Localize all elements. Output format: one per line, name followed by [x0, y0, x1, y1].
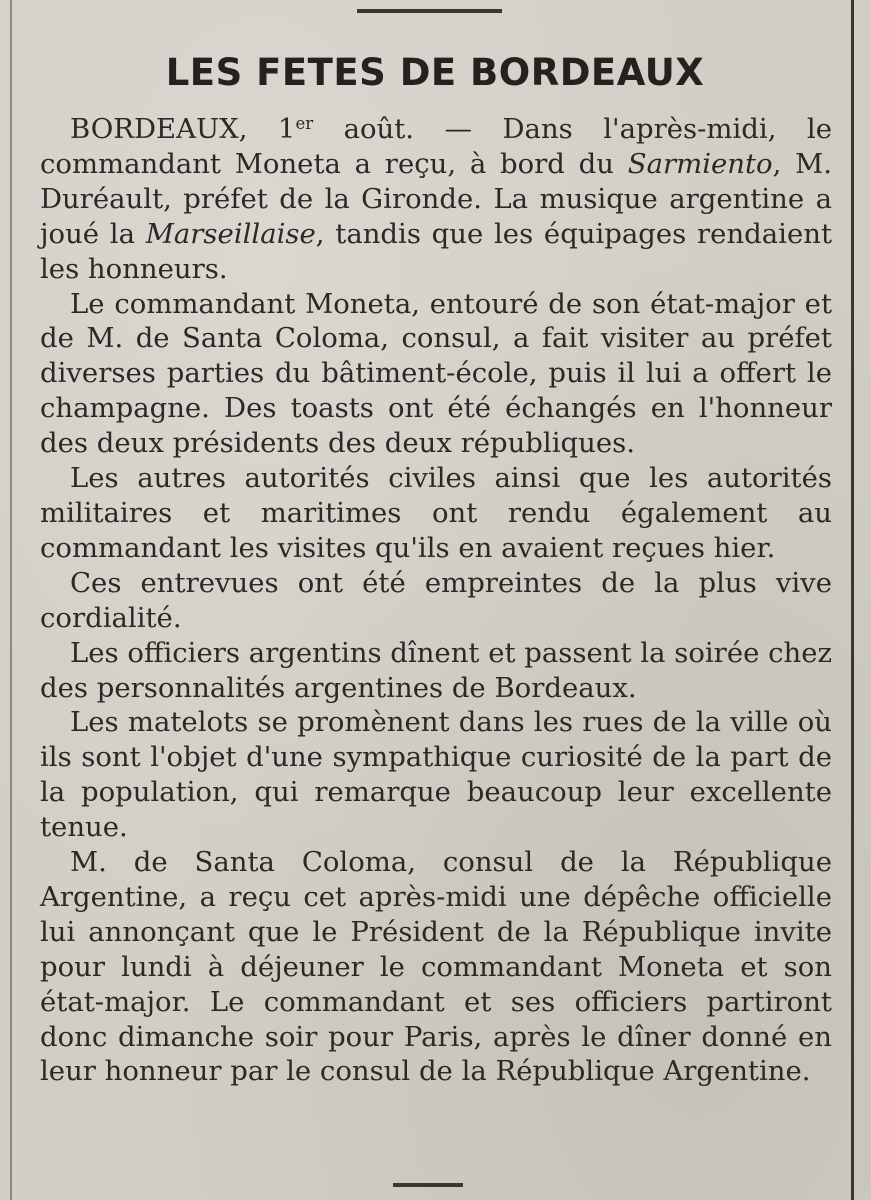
dateline-rest: août. — — [313, 113, 503, 145]
article-headline: LES FETES DE BORDEAUX — [165, 51, 705, 94]
paragraph-5: Les officiers argentins dînent et passent la soirée chez des personnalités argentines de Bordeaux. — [40, 636, 832, 704]
paragraph-1-text-b: , M. Duréault, préfet de la Gironde. La musique argentine a joué la — [40, 147, 832, 250]
paragraph-3: Les autres autorités civiles ainsi que les autorités militaires et maritimes ont rendu également au commandant les visites qu'ils en avaient reçues hier. — [40, 462, 832, 564]
dateline-place: BORDEAUX, 1 — [70, 113, 296, 145]
paragraph-1-text-c: , tandis que les équipages rendaient les honneurs. — [40, 217, 832, 285]
column-rule-right — [851, 0, 854, 1200]
bottom-separator-rule — [393, 1183, 463, 1187]
paragraph-7: M. de Santa Coloma, consul de la République Argentine, a reçu cet après-midi une dépêche officielle lui annonçant que le Président de la République invite pour lundi à déjeuner le commandant Moneta et son état-major. Le commandant et ses officiers partiront donc dimanche soir pour Paris, après le dîner donné en leur honneur par le consul de la République Argentine. — [40, 846, 832, 1088]
paragraph-1 — [40, 112, 832, 287]
paragraph-4: Ces entrevues ont été empreintes de la plus vive cordialité. — [40, 566, 832, 634]
column-rule-left — [10, 0, 12, 1200]
top-separator-rule — [357, 9, 502, 13]
paragraph-1-text-a: Dans l'après-midi, le commandant Moneta a reçu, à bord du — [40, 113, 832, 180]
paragraph-2: Le commandant Moneta, entouré de son état-major et de M. de Santa Coloma, consul, a fait visiter au préfet diverses parties du bâtiment-école, puis il lui a offert le champagne. Des toasts ont été échangés en l'honneur des deux présidents des deux républiques. — [40, 287, 832, 460]
ship-name: Sarmiento — [627, 147, 773, 180]
article-body — [40, 112, 832, 1089]
paragraph-6: Les matelots se promènent dans les rues de la ville où ils sont l'objet d'une sympathique curiosité de la part de la population, qui remarque beaucoup leur excellente tenue. — [40, 706, 832, 844]
dateline-ordinal: er — [295, 113, 314, 133]
anthem-name: Marseillaise — [145, 217, 316, 250]
